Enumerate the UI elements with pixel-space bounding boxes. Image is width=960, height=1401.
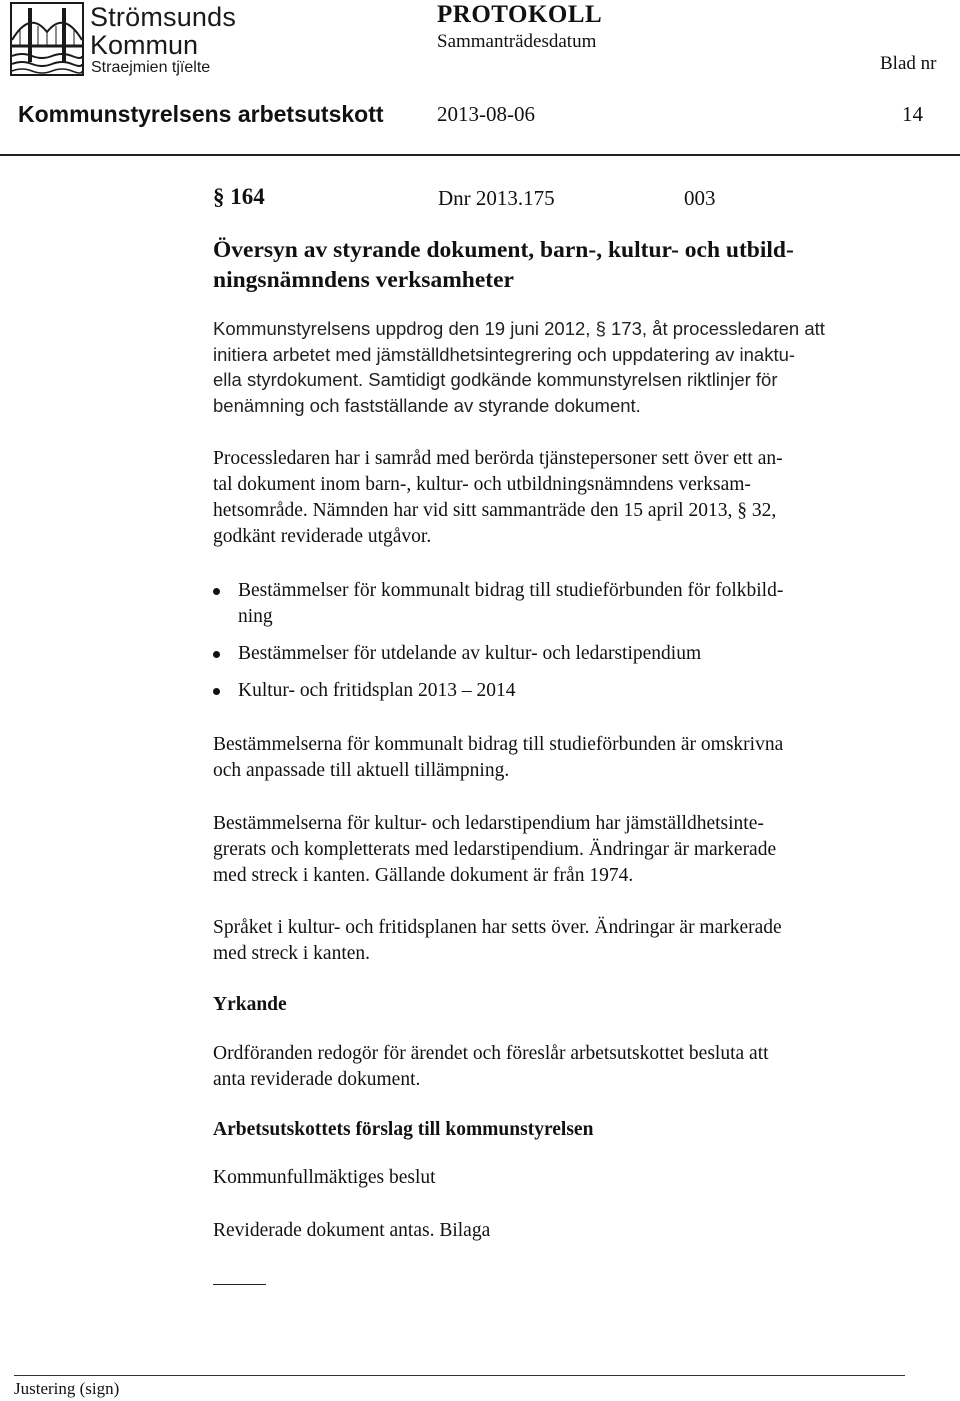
meeting-date-label: Sammanträdesdatum — [437, 31, 597, 52]
bullet-icon — [213, 688, 220, 695]
document-list — [213, 578, 913, 704]
signature-label: Justering (sign) — [14, 1379, 120, 1398]
decision-label — [213, 1165, 913, 1191]
yrkande-paragraph — [213, 1041, 913, 1093]
list-item-line: Bestämmelser för utdelande av kultur- och ledarstipendium — [238, 643, 702, 664]
logo-text-kommun: Kommun — [90, 30, 199, 60]
logo-text-stromsunds: Strömsunds — [90, 2, 237, 32]
paragraph-line: Kommunfullmäktiges beslut — [213, 1167, 436, 1188]
list-item — [213, 678, 913, 704]
document-title: PROTOKOLL — [437, 1, 603, 28]
intro-paragraph — [213, 316, 903, 418]
logo-text-sami: Straejmien tjïelte — [91, 59, 211, 76]
paragraph-line: med streck i kanten. — [213, 943, 371, 964]
yrkande-heading: Yrkande — [213, 994, 287, 1015]
page-number: 14 — [902, 102, 923, 126]
bridge-logo-icon — [10, 2, 84, 76]
study-association-paragraph — [213, 732, 913, 784]
list-item — [213, 578, 913, 630]
paragraph-line: hetsområde. Nämnden har vid sitt sammanträde den 15 april 2013, § 32, — [213, 500, 777, 521]
committee-name: Kommunstyrelsens arbetsutskott — [18, 101, 384, 127]
header-divider — [0, 154, 960, 156]
bullet-icon — [213, 651, 220, 658]
bullet-icon — [213, 588, 220, 595]
list-item-line: Bestämmelser för kommunalt bidrag till studieförbunden för folkbild- — [238, 580, 784, 601]
footer-divider — [14, 1375, 905, 1376]
end-divider — [213, 1284, 266, 1285]
paragraph-line: Reviderade dokument antas. Bilaga — [213, 1220, 491, 1241]
case-title-line: ningsnämndens verksamheter — [213, 267, 514, 293]
paragraph-line: ella styrdokument. Samtidigt godkände kommunstyrelsen riktlinjer för — [213, 369, 778, 390]
paragraph-line: tal dokument inom barn-, kultur- och utbildningsnämndens verksam- — [213, 474, 751, 495]
paragraph-line: med streck i kanten. Gällande dokument är från 1974. — [213, 865, 634, 886]
page-number-label: Blad nr — [880, 53, 937, 74]
case-title — [213, 235, 853, 295]
list-item — [213, 641, 913, 667]
section-number: § 164 — [213, 184, 265, 209]
paragraph-line: initiera arbetet med jämställdhetsintegrering och uppdatering av inaktu- — [213, 343, 796, 365]
paragraph-line: Kommunstyrelsens uppdrog den 19 juni 2012, § 173, åt processledaren att — [213, 318, 825, 339]
paragraph-line: grerats och kompletterats med ledarstipendium. Ändringar är markerade — [213, 839, 777, 860]
paragraph-line: Språket i kultur- och fritidsplanen har setts över. Ändringar är markerade — [213, 917, 782, 938]
meeting-date: 2013-08-06 — [437, 102, 535, 126]
review-paragraph — [213, 446, 913, 550]
proposal-heading: Arbetsutskottets förslag till kommunstyrelsen — [213, 1119, 594, 1140]
paragraph-line: godkänt reviderade utgåvor. — [213, 526, 432, 547]
diary-number: Dnr 2013.175 — [438, 186, 555, 210]
paragraph-line: Bestämmelserna för kultur- och ledarstipendium har jämställdhetsinte- — [213, 813, 764, 834]
paragraph-line: och anpassade till aktuell tillämpning. — [213, 760, 510, 781]
list-item-line: Kultur- och fritidsplan 2013 – 2014 — [238, 680, 516, 701]
case-identifier-row — [213, 184, 773, 216]
decision-text — [213, 1218, 913, 1244]
paragraph-line: Processledaren har i samråd med berörda tjänstepersoner sett över ett an- — [213, 448, 783, 469]
municipality-logo — [10, 2, 250, 80]
scholarship-paragraph — [213, 811, 913, 889]
paragraph-line: Bestämmelserna för kommunalt bidrag till studieförbunden är omskrivna — [213, 734, 784, 755]
case-title-line: Översyn av styrande dokument, barn-, kultur- och utbild- — [213, 237, 794, 263]
paragraph-line: Ordföranden redogör för ärendet och föreslår arbetsutskottet besluta att — [213, 1043, 769, 1064]
case-code: 003 — [684, 186, 716, 210]
list-item-line: ning — [238, 606, 273, 627]
language-paragraph — [213, 915, 913, 967]
paragraph-line: benämning och fastställande av styrande dokument. — [213, 394, 641, 416]
paragraph-line: anta reviderade dokument. — [213, 1069, 421, 1090]
